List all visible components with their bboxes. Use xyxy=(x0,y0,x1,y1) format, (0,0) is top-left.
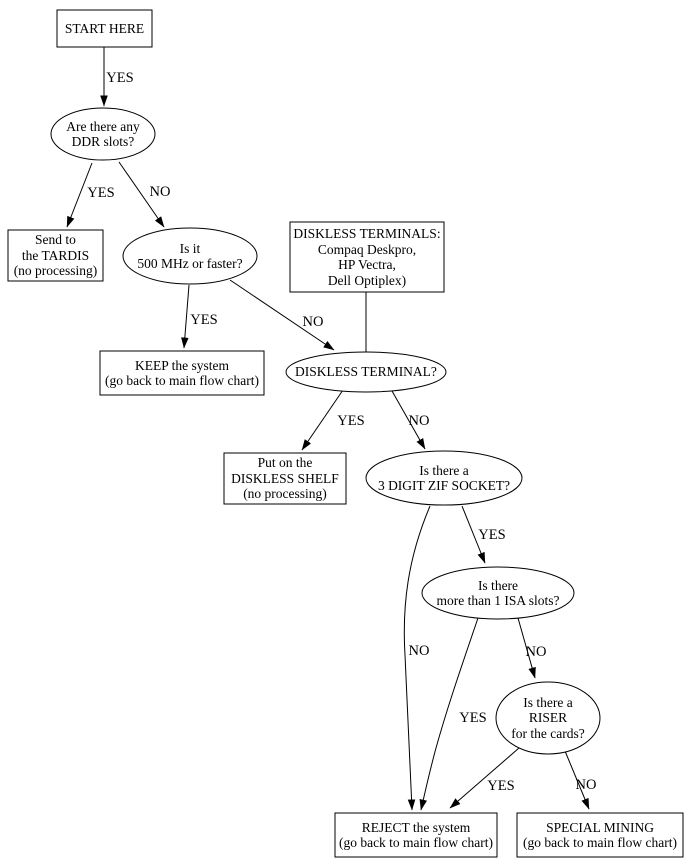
edge-label-zif-to-reject: NO xyxy=(408,643,430,659)
label-line: (go back to main flow chart) xyxy=(522,835,678,850)
label-line: KEEP the system xyxy=(135,357,229,373)
label-line: (go back to main flow chart) xyxy=(338,835,494,850)
edge-label-mhz-to-terminal: NO xyxy=(302,314,324,330)
mhz-node xyxy=(123,228,257,284)
label-line: Dell Optiplex) xyxy=(327,272,407,288)
label-line: Send to xyxy=(35,232,76,248)
label-line: SPECIAL MINING xyxy=(546,819,654,835)
edge-label-start-to-ddr: YES xyxy=(106,70,134,86)
label-line: DISKLESS TERMINAL? xyxy=(295,364,437,380)
label-line: DISKLESS SHELF xyxy=(231,470,339,486)
label-line: for the cards? xyxy=(511,725,585,741)
edge-label-riser-to-mining: NO xyxy=(575,777,597,793)
reject-node xyxy=(335,813,497,857)
label-line: REJECT the system xyxy=(361,819,471,835)
edge-label-zif-to-isa: YES xyxy=(478,527,506,543)
label-line: (go back to main flow chart) xyxy=(104,373,260,388)
label-line: Is there a xyxy=(419,462,469,478)
edge-label-ddr-to-mhz: NO xyxy=(149,184,171,200)
label-line: (no processing) xyxy=(13,263,98,279)
label-line: 500 MHz or faster? xyxy=(137,256,243,271)
start-node xyxy=(57,10,152,47)
label-line: Is it xyxy=(179,240,201,256)
edge-label-terminal-to-zif: NO xyxy=(408,413,430,429)
label-line: Is there a xyxy=(523,694,573,710)
edge-label-terminal-to-shelf: YES xyxy=(337,413,365,429)
edge-label-isa-to-riser: NO xyxy=(525,644,547,660)
label-line: HP Vectra, xyxy=(338,257,396,272)
edge-label-ddr-to-tardis: YES xyxy=(87,185,115,201)
edge-label-riser-to-reject: YES xyxy=(487,778,515,794)
zif-socket-node xyxy=(366,451,522,505)
ddr-slots-node xyxy=(51,108,155,160)
special-mining-node xyxy=(517,813,683,857)
label-line: more than 1 ISA slots? xyxy=(436,593,560,608)
riser-node xyxy=(494,682,602,754)
terminals-note xyxy=(290,222,444,292)
label-line: 3 DIGIT ZIF SOCKET? xyxy=(377,478,511,493)
label-line: DISKLESS TERMINALS: xyxy=(293,226,441,241)
label-line: START HERE xyxy=(64,20,145,36)
edge-mhz-to-keep xyxy=(184,285,189,348)
edge-label-isa-to-reject: YES xyxy=(459,710,487,726)
label-line: DDR slots? xyxy=(71,134,135,149)
send-tardis-node xyxy=(8,230,103,281)
label-line: the TARDIS xyxy=(21,247,90,263)
label-line: Is there xyxy=(477,577,519,593)
label-line: Put on the xyxy=(257,455,313,471)
keep-node xyxy=(100,351,264,395)
label-line: Are there any xyxy=(66,118,140,134)
edge-label-mhz-to-keep: YES xyxy=(190,312,218,328)
label-line: (no processing) xyxy=(243,486,327,502)
label-line: Compaq Deskpro, xyxy=(317,241,417,257)
diskless-shelf-node xyxy=(224,453,346,504)
label-line: RISER xyxy=(528,710,568,726)
diskless-terminal-node xyxy=(286,352,446,392)
isa-slots-node xyxy=(422,567,574,619)
